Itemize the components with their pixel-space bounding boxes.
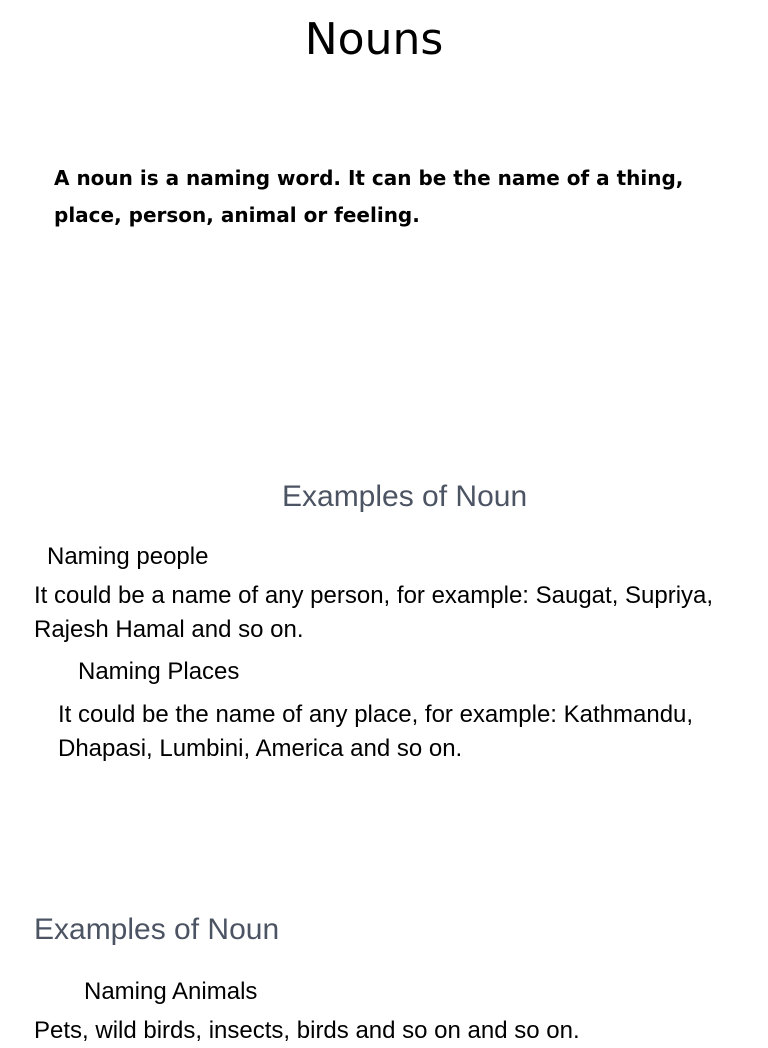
page-title: Nouns [304,14,444,65]
noun-definition: A noun is a naming word. It can be the name of a thing, place, person, animal or feeling. [54,166,684,227]
subheading-naming-places: Naming Places [78,658,240,685]
paragraph-naming-animals: Pets, wild birds, insects, birds and so on and so on. [34,1017,580,1044]
subheading-naming-people: Naming people [47,543,209,570]
paragraph-naming-people: It could be a name of any person, for example: Saugat, Supriya, Rajesh Hamal and so on. [34,582,714,643]
section-heading-examples-1: Examples of Noun [282,480,528,513]
subheading-naming-animals: Naming Animals [84,978,258,1005]
paragraph-naming-places: It could be the name of any place, for example: Kathmandu, Dhapasi, Lumbini, America and so on. [58,701,694,762]
section-heading-examples-2: Examples of Noun [34,913,280,946]
